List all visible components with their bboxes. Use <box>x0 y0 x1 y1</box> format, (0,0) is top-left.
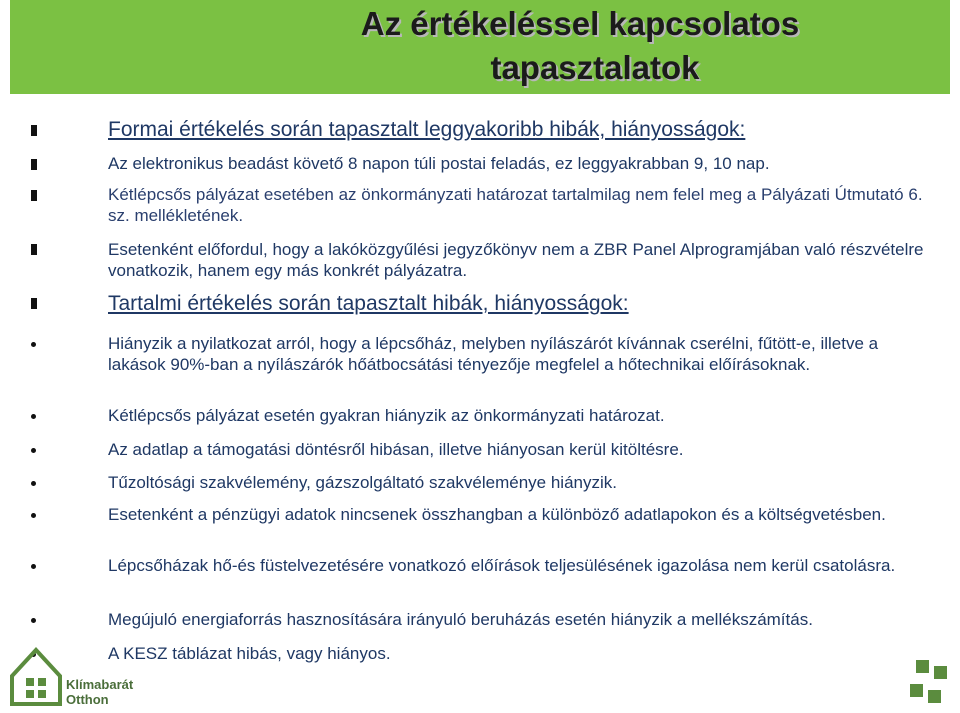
square-bullet-icon <box>31 190 37 201</box>
content-item: Lépcsőházak hő-és füstelvezetésére vonatkozó előírások teljesülésének igazolása nem kerül csatolásra. <box>108 556 896 575</box>
square-bullet-icon <box>31 159 37 170</box>
round-bullet-icon <box>31 414 36 419</box>
content-item: Esetenként a pénzügyi adatok nincsenek összhangban a különböző adatlapokon és a költségvetésben. <box>108 505 886 524</box>
content-item: A KESZ táblázat hibás, vagy hiányos. <box>108 644 391 663</box>
round-bullet-icon <box>31 342 36 347</box>
formal-heading: Formai értékelés során tapasztalt leggyakoribb hibák, hiányosságok: <box>108 118 746 141</box>
corner-grid-icon <box>910 660 956 706</box>
formal-item: Esetenként előfordul, hogy a lakóközgyűlési jegyzőkönyv nem a ZBR Panel Alprogramjában való részvételre vonatkozik, hanem egy más konkrét pályázatra. <box>108 240 924 280</box>
house-outline-icon <box>12 650 60 704</box>
square-bullet-icon <box>31 298 37 309</box>
round-bullet-icon <box>31 448 36 453</box>
formal-item: Az elektronikus beadást követő 8 napon túli postai feladás, ez leggyakrabban 9, 10 nap. <box>108 154 770 173</box>
content-item: Megújuló energiaforrás hasznosítására irányuló beruházás esetén hiányzik a mellékszámítás. <box>108 610 813 629</box>
content-item: Kétlépcsős pályázat esetén gyakran hiányzik az önkormányzati határozat. <box>108 406 665 425</box>
round-bullet-icon <box>31 481 36 486</box>
content-item: Tűzoltósági szakvélemény, gázszolgáltató szakvéleménye hiányzik. <box>108 473 617 492</box>
round-bullet-icon <box>31 618 36 623</box>
title-line-1: Az értékeléssel kapcsolatos <box>360 5 800 42</box>
logo-line-2: Otthon <box>66 692 109 707</box>
round-bullet-icon <box>31 564 36 569</box>
title-line-2: tapasztalatok <box>490 49 700 86</box>
square-bullet-icon <box>31 244 37 255</box>
logo-line-1: Klímabarát <box>66 677 134 692</box>
formal-item: Kétlépcsős pályázat esetében az önkormányzati határozat tartalmilag nem felel meg a Pályázati Útmutató 6. sz. mellékletének. <box>108 185 923 225</box>
content-item: Hiányzik a nyilatkozat arról, hogy a lépcsőház, melyben nyílászárót kívánnak cserélni, fűtött-e, illetve a lakások 90%-ban a nyílászárók hőátbocsátási tényezője megfelel a hőtechnikai előírásoknak. <box>108 334 879 374</box>
content-heading: Tartalmi értékelés során tapasztalt hibák, hiányosságok: <box>108 292 629 315</box>
round-bullet-icon <box>31 513 36 518</box>
logo-text <box>66 677 133 707</box>
content-item: Az adatlap a támogatási döntésről hibásan, illetve hiányosan kerül kitöltésre. <box>108 440 684 459</box>
page-title <box>0 2 960 90</box>
square-bullet-icon <box>31 125 37 136</box>
